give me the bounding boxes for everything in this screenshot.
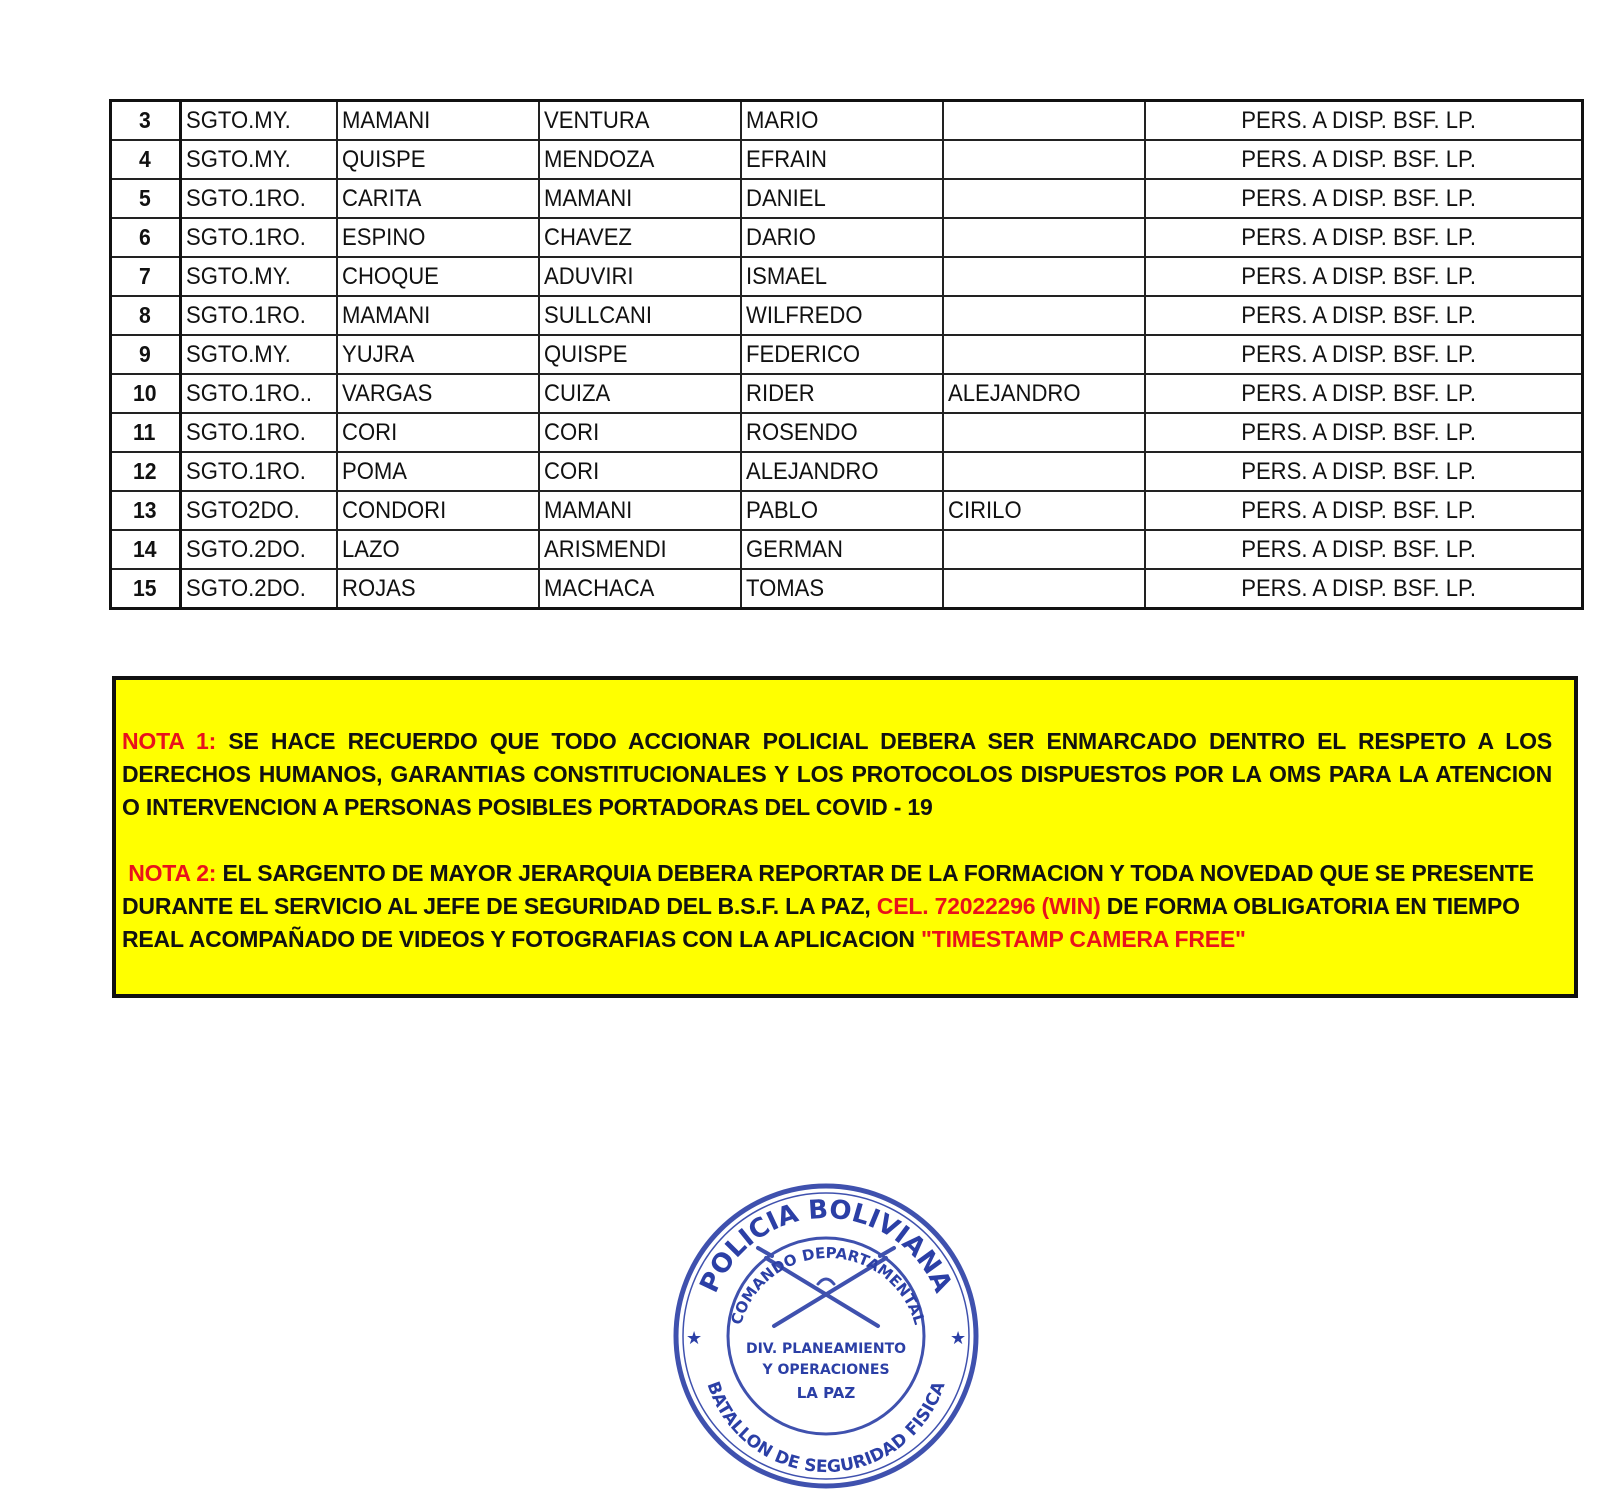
first-name-cell: PABLO [741, 491, 943, 530]
first-surname-cell: MAMANI [337, 296, 539, 335]
rank-cell: SGTO.1RO. [181, 413, 337, 452]
status-cell: PERS. A DISP. BSF. LP. [1145, 452, 1583, 491]
second-name-cell: ALEJANDRO [943, 374, 1145, 413]
note-1 [122, 725, 1552, 824]
roster-table [109, 99, 1584, 610]
second-name-cell [943, 335, 1145, 374]
rank-cell: SGTO.2DO. [181, 569, 337, 609]
first-name-cell: ISMAEL [741, 257, 943, 296]
second-name-cell [943, 296, 1145, 335]
first-surname-cell: CARITA [337, 179, 539, 218]
row-number: 8 [111, 296, 181, 335]
status-cell: PERS. A DISP. BSF. LP. [1145, 335, 1583, 374]
table-row [111, 140, 1583, 179]
first-surname-cell: LAZO [337, 530, 539, 569]
table-row [111, 413, 1583, 452]
second-surname-cell: MACHACA [539, 569, 741, 609]
second-name-cell [943, 452, 1145, 491]
table-row [111, 257, 1583, 296]
table-row [111, 569, 1583, 609]
rank-cell: SGTO.2DO. [181, 530, 337, 569]
roster-body [111, 101, 1583, 609]
second-name-cell [943, 569, 1145, 609]
rank-cell: SGTO.MY. [181, 140, 337, 179]
first-surname-cell: VARGAS [337, 374, 539, 413]
second-surname-cell: CUIZA [539, 374, 741, 413]
rank-cell: SGTO.MY. [181, 257, 337, 296]
row-number: 6 [111, 218, 181, 257]
first-name-cell: FEDERICO [741, 335, 943, 374]
second-surname-cell: VENTURA [539, 101, 741, 141]
first-name-cell: RIDER [741, 374, 943, 413]
row-number: 9 [111, 335, 181, 374]
note-2-text-b: DE FORMA OBLIGATORIA EN TIEMPO REAL ACOMPAÑADO DE VIDEOS Y FOTOGRAFIAS CON LA APLICACION [122, 893, 1520, 952]
stamp-inner-ring [728, 1238, 924, 1434]
table-row [111, 179, 1583, 218]
rank-cell: SGTO.1RO. [181, 179, 337, 218]
second-name-cell [943, 179, 1145, 218]
second-surname-cell: SULLCANI [539, 296, 741, 335]
status-cell: PERS. A DISP. BSF. LP. [1145, 569, 1583, 609]
status-cell: PERS. A DISP. BSF. LP. [1145, 257, 1583, 296]
note-1-label: NOTA 1: [122, 728, 217, 754]
note-2-text-a: EL SARGENTO DE MAYOR JERARQUIA DEBERA REPORTAR DE LA FORMACION Y TODA NOVEDAD QUE SE PRESENTE DURANTE EL SERVICIO AL JEFE DE SEGURIDAD DEL B.S.F. LA PAZ, [122, 860, 1534, 919]
rank-cell: SGTO.MY. [181, 101, 337, 141]
first-name-cell: MARIO [741, 101, 943, 141]
table-row [111, 491, 1583, 530]
stamp-line-2: Y OPERACIONES [762, 1362, 890, 1378]
first-surname-cell: YUJRA [337, 335, 539, 374]
status-cell: PERS. A DISP. BSF. LP. [1145, 374, 1583, 413]
status-cell: PERS. A DISP. BSF. LP. [1145, 296, 1583, 335]
row-number: 14 [111, 530, 181, 569]
status-cell: PERS. A DISP. BSF. LP. [1145, 101, 1583, 141]
note-2 [122, 857, 1552, 956]
row-number: 5 [111, 179, 181, 218]
second-name-cell [943, 101, 1145, 141]
second-surname-cell: ADUVIRI [539, 257, 741, 296]
stamp-inner-top-text: COMANDO DEPARTAMENTAL [727, 1243, 929, 1327]
second-surname-cell: CORI [539, 413, 741, 452]
table-row [111, 101, 1583, 141]
status-cell: PERS. A DISP. BSF. LP. [1145, 491, 1583, 530]
stamp-outer-ring-inner [683, 1193, 969, 1479]
first-surname-cell: CONDORI [337, 491, 539, 530]
first-name-cell: GERMAN [741, 530, 943, 569]
first-name-cell: DANIEL [741, 179, 943, 218]
rank-cell: SGTO.1RO. [181, 296, 337, 335]
second-name-cell [943, 218, 1145, 257]
stamp-outer-bottom-text: BATALLON DE SEGURIDAD FISICA [702, 1378, 950, 1478]
first-surname-cell: QUISPE [337, 140, 539, 179]
second-name-cell [943, 257, 1145, 296]
stamp-line-3: LA PAZ [796, 1384, 856, 1402]
first-name-cell: EFRAIN [741, 140, 943, 179]
row-number: 10 [111, 374, 181, 413]
note-2-app: "TIMESTAMP CAMERA FREE" [921, 926, 1246, 952]
stamp-line-1: DIV. PLANEAMIENTO [745, 1341, 907, 1357]
first-surname-cell: ROJAS [337, 569, 539, 609]
row-number: 11 [111, 413, 181, 452]
first-name-cell: ROSENDO [741, 413, 943, 452]
second-surname-cell: MAMANI [539, 179, 741, 218]
row-number: 7 [111, 257, 181, 296]
table-row [111, 374, 1583, 413]
note-2-phone: CEL. 72022296 (WIN) [876, 893, 1101, 919]
first-surname-cell: CORI [337, 413, 539, 452]
second-surname-cell: CORI [539, 452, 741, 491]
row-number: 4 [111, 140, 181, 179]
rank-cell: SGTO.1RO.. [181, 374, 337, 413]
status-cell: PERS. A DISP. BSF. LP. [1145, 218, 1583, 257]
table-row [111, 296, 1583, 335]
row-number: 12 [111, 452, 181, 491]
second-surname-cell: ARISMENDI [539, 530, 741, 569]
row-number: 13 [111, 491, 181, 530]
stamp-outer-top-text: POLICIA BOLIVIANA [694, 1194, 958, 1298]
status-cell: PERS. A DISP. BSF. LP. [1145, 179, 1583, 218]
rank-cell: SGTO.1RO. [181, 452, 337, 491]
rank-cell: SGTO.1RO. [181, 218, 337, 257]
note-2-label: NOTA 2: [128, 860, 217, 886]
first-surname-cell: ESPINO [337, 218, 539, 257]
first-surname-cell: POMA [337, 452, 539, 491]
first-name-cell: TOMAS [741, 569, 943, 609]
table-row [111, 335, 1583, 374]
stamp-outer-ring [676, 1186, 976, 1486]
second-surname-cell: MENDOZA [539, 140, 741, 179]
second-name-cell [943, 530, 1145, 569]
table-row [111, 218, 1583, 257]
rank-cell: SGTO2DO. [181, 491, 337, 530]
first-surname-cell: MAMANI [337, 101, 539, 141]
note-1-text: SE HACE RECUERDO QUE TODO ACCIONAR POLICIAL DEBERA SER ENMARCADO DENTRO EL RESPETO A LOS DERECHOS HUMANOS, GARANTIAS CONSTITUCIONALES Y LOS PROTOCOLOS DISPUESTOS POR LA OMS PARA LA ATENCION O INTERVENCION A PERSONAS POSIBLES PORTADORAS DEL COVID - 19 [122, 728, 1552, 820]
table-row [111, 530, 1583, 569]
first-name-cell: ALEJANDRO [741, 452, 943, 491]
first-name-cell: WILFREDO [741, 296, 943, 335]
second-name-cell: CIRILO [943, 491, 1145, 530]
row-number: 3 [111, 101, 181, 141]
second-surname-cell: QUISPE [539, 335, 741, 374]
police-seal-stamp [668, 1178, 984, 1494]
first-surname-cell: CHOQUE [337, 257, 539, 296]
row-number: 15 [111, 569, 181, 609]
status-cell: PERS. A DISP. BSF. LP. [1145, 140, 1583, 179]
stamp-left-star-icon: ★ [686, 1328, 703, 1349]
second-surname-cell: MAMANI [539, 491, 741, 530]
rank-cell: SGTO.MY. [181, 335, 337, 374]
second-name-cell [943, 413, 1145, 452]
first-name-cell: DARIO [741, 218, 943, 257]
status-cell: PERS. A DISP. BSF. LP. [1145, 530, 1583, 569]
stamp-right-star-icon: ★ [950, 1328, 967, 1349]
table-row [111, 452, 1583, 491]
notes-box [112, 676, 1578, 998]
second-name-cell [943, 140, 1145, 179]
second-surname-cell: CHAVEZ [539, 218, 741, 257]
status-cell: PERS. A DISP. BSF. LP. [1145, 413, 1583, 452]
